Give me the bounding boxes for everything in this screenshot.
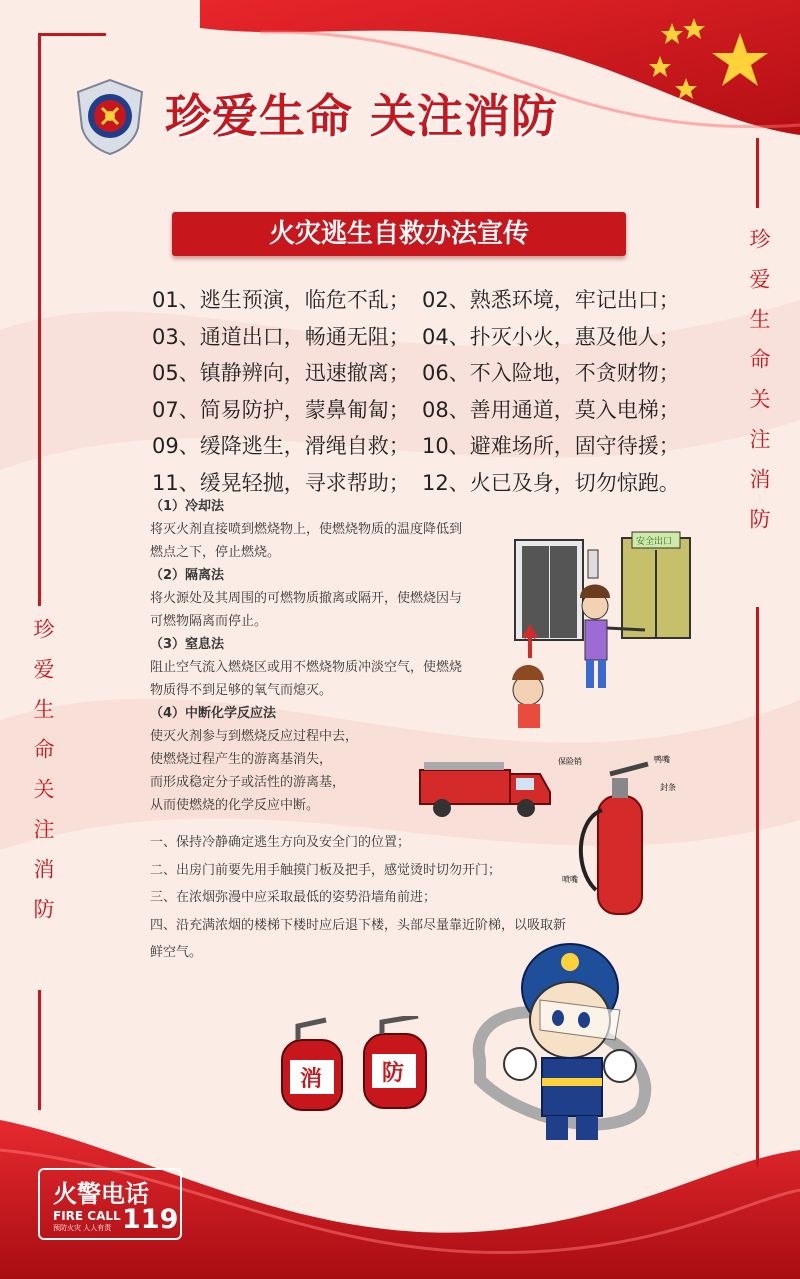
frame-left-line-bottom <box>38 990 41 1110</box>
frame-right-line-bottom <box>756 607 759 1167</box>
stars-decoration <box>640 18 780 108</box>
tip-item: 一、保持冷静确定逃生方向及安全门的位置； <box>150 835 411 850</box>
big-star-icon <box>712 33 768 86</box>
label-nozzle: 鸭嘴 <box>654 755 670 764</box>
rule-item: 09、缓降逃生，滑绳自救； <box>152 434 410 459</box>
hotline-slogan: 预防火灾 人人有责 <box>53 1224 112 1232</box>
rule-row <box>152 319 680 356</box>
method-heading: （4）中断化学反应法 <box>150 706 277 721</box>
label-pin: 保险销 <box>558 757 582 766</box>
label-seal: 封条 <box>660 783 676 792</box>
method-text: 使灭火剂参与到燃烧反应过程中去， <box>150 729 359 744</box>
frame-left-line <box>38 33 41 606</box>
tip-item: 二、出房门前要先用手触摸门板及把手，感觉烫时切勿开门； <box>150 862 502 878</box>
section-banner: 火灾逃生自救办法宣传 <box>172 212 626 256</box>
tip-item: 鲜空气。 <box>150 945 203 960</box>
method-text: 从而使燃烧的化学反应中断。 <box>150 798 320 813</box>
method-text: 燃点之下，停止燃烧。 <box>150 545 281 560</box>
fire-truck-icon <box>416 752 556 820</box>
rule-item: 10、避难场所，固守待援； <box>422 434 680 459</box>
hotline-number: 119 <box>122 1204 179 1235</box>
fire-extinguisher-diagram <box>556 750 696 922</box>
rule-item: 02、熟悉环境，牢记出口； <box>422 288 680 312</box>
rule-item: 12、火已及身，切勿惊跑。 <box>422 470 680 495</box>
hotline-title: 火警电话 <box>53 1180 149 1208</box>
rule-row <box>152 392 680 429</box>
method-text: 将火源处及其周围的可燃物质撤离或隔开，使燃烧因与 <box>150 591 463 606</box>
escape-rules-list <box>152 282 680 502</box>
small-star-icon <box>675 78 697 99</box>
right-vertical-slogan: 珍爱生命关注消防 <box>747 228 771 548</box>
tip-item: 四、沿充满浓烟的楼梯下楼时应后退下楼，头部尽量靠近阶梯，以吸取新 <box>150 917 567 933</box>
exit-sign-text: 安全出口 <box>636 537 673 547</box>
page-title: 珍爱生命 关注消防 <box>165 89 559 143</box>
rule-item: 04、扑灭小火，惠及他人； <box>422 324 680 349</box>
rule-item: 11、缓晃轻抛，寻求帮助； <box>152 470 410 495</box>
small-star-icon <box>661 23 683 44</box>
elevator-exit-illustration <box>500 520 700 740</box>
rule-row <box>152 282 680 319</box>
method-heading: （2）隔离法 <box>150 568 225 583</box>
fire-badge-icon <box>72 78 148 156</box>
method-text: 将灭火剂直接喷到燃烧物上，使燃烧物质的温度降低到 <box>150 522 463 537</box>
small-star-icon <box>683 18 705 39</box>
method-heading: （1）冷却法 <box>150 499 225 514</box>
method-heading: （3）窒息法 <box>150 637 225 652</box>
rule-item: 06、不入险地，不贪财物； <box>422 361 680 386</box>
rule-item: 07、简易防护，蒙鼻匍匐； <box>152 397 410 422</box>
rule-item: 08、善用通道，莫入电梯； <box>422 397 680 422</box>
tip-item: 三、在浓烟弥漫中应采取最低的姿势沿墙角前进； <box>150 890 437 905</box>
rule-item: 05、镇静辨向，迅速撤离； <box>152 361 410 386</box>
method-text: 而形成稳定分子或活性的游离基， <box>150 775 346 790</box>
extinguisher-mascots <box>268 1016 448 1120</box>
mascot-char: 防 <box>382 1061 405 1086</box>
label-hose: 喷嘴 <box>562 875 578 884</box>
frame-top-line <box>38 33 106 36</box>
rule-item: 03、通道出口，畅通无阻； <box>152 324 410 349</box>
rule-row <box>152 428 680 465</box>
method-text: 可燃物隔离而停止。 <box>150 614 268 629</box>
left-vertical-slogan: 珍爱生命关注消防 <box>31 618 55 938</box>
method-text: 使燃烧过程产生的游离基消失， <box>150 752 333 767</box>
method-text: 阻止空气流入燃烧区或用不燃烧物质冲淡空气，使燃烧 <box>150 660 463 675</box>
mascot-char: 消 <box>300 1067 323 1092</box>
frame-right-line <box>756 138 759 208</box>
method-text: 物质得不到足够的氧气而熄灭。 <box>150 683 333 698</box>
firefighter-mascot <box>460 940 665 1150</box>
fire-hotline-box <box>38 1168 182 1240</box>
hotline-en: FIRE CALL <box>53 1209 121 1223</box>
rule-item: 01、逃生预演，临危不乱； <box>152 288 410 312</box>
rule-row <box>152 355 680 392</box>
small-star-icon <box>649 56 671 77</box>
